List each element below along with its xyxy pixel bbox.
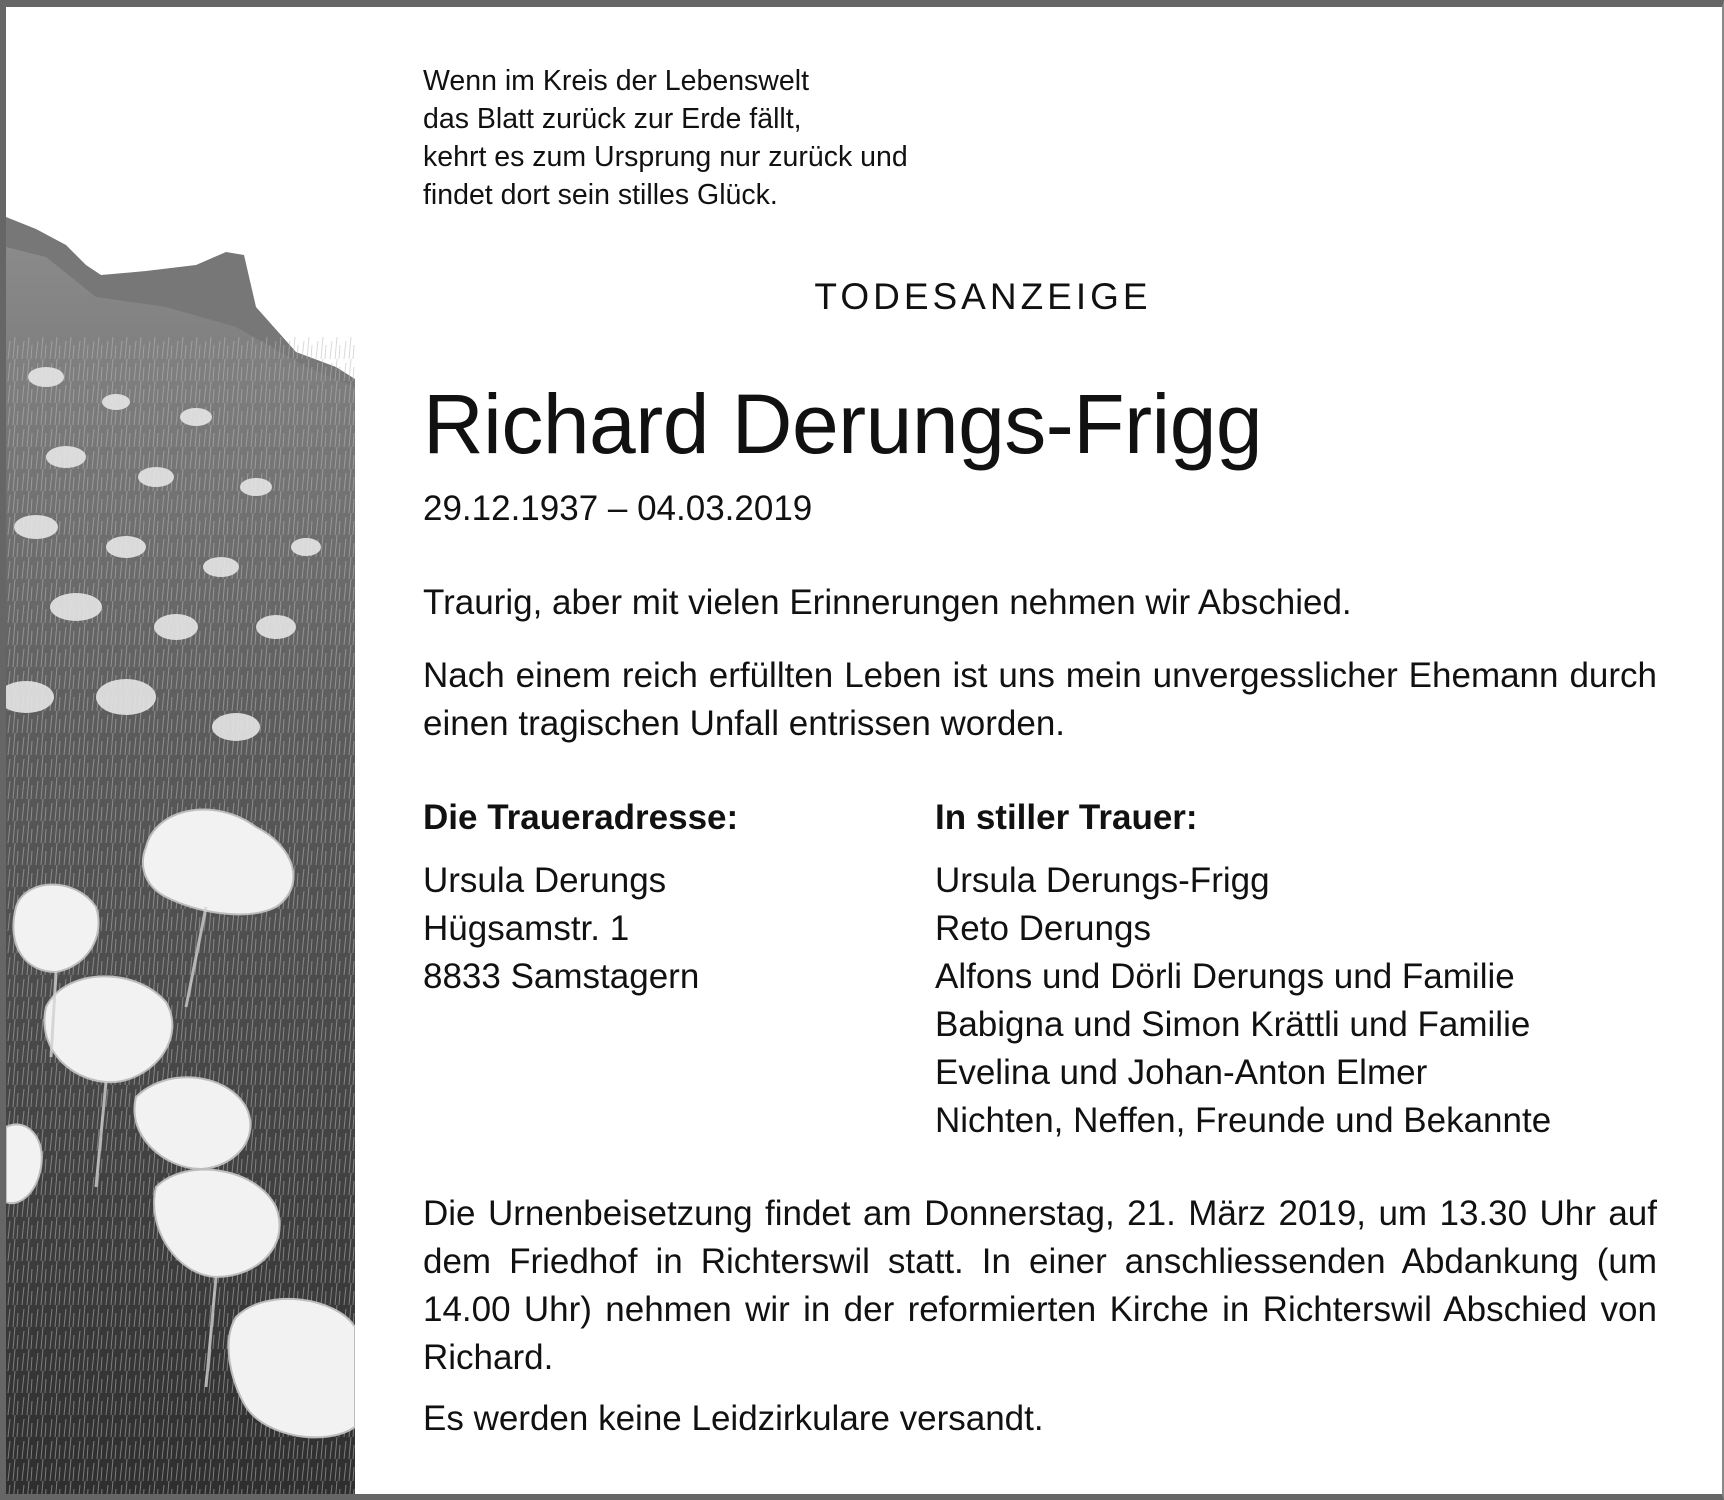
mourner-line: Reto Derungs <box>935 909 1151 948</box>
poem <box>423 62 908 214</box>
address-line: 8833 Samstagern <box>423 957 700 996</box>
mourner-line: Babigna und Simon Krättli und Familie <box>935 1005 1531 1044</box>
mourner-line: Nichten, Neffen, Freunde und Bekannte <box>935 1101 1552 1140</box>
poem-line: kehrt es zum Ursprung nur zurück und <box>423 141 908 173</box>
mourner-line: Ursula Derungs-Frigg <box>935 861 1270 900</box>
tribute-paragraph: Nach einem reich erfüllten Leben ist uns mein unvergesslicher Ehemann durch einen tragischen Unfall entrissen worden. <box>423 656 1657 743</box>
mourning-address <box>423 857 699 1001</box>
notice-heading: TODESANZEIGE <box>814 276 1152 317</box>
poem-line: das Blatt zurück zur Erde fällt, <box>423 103 802 135</box>
deceased-name: Richard Derungs-Frigg <box>423 377 1263 471</box>
farewell-paragraph: Traurig, aber mit vielen Erinnerungen nehmen wir Abschied. <box>423 583 1352 622</box>
mourners-list <box>935 857 1551 1145</box>
mourners-heading: In stiller Trauer: <box>935 798 1198 837</box>
poem-line: findet dort sein stilles Glück. <box>423 179 778 211</box>
address-heading: Die Traueradresse: <box>423 798 739 837</box>
poem-line: Wenn im Kreis der Lebenswelt <box>423 65 809 97</box>
circular-note: Es werden keine Leidzirkulare versandt. <box>423 1399 1044 1438</box>
mourner-line: Alfons und Dörli Derungs und Familie <box>935 957 1515 996</box>
life-dates: 29.12.1937 – 04.03.2019 <box>423 489 813 528</box>
mourner-line: Evelina und Johan-Anton Elmer <box>935 1053 1428 1092</box>
address-line: Ursula Derungs <box>423 861 667 900</box>
poppy-field-photo <box>6 7 355 1494</box>
ceremony-paragraph: Die Urnenbeisetzung findet am Donnerstag, 21. März 2019, um 13.30 Uhr auf dem Friedhof in Richterswil statt. In einer anschliessenden Abdankung (um 14.00 Uhr) nehmen wir in der reformierten Kirche in Richterswil Abschied von Richard. <box>423 1194 1657 1377</box>
address-line: Hügsamstr. 1 <box>423 909 630 948</box>
